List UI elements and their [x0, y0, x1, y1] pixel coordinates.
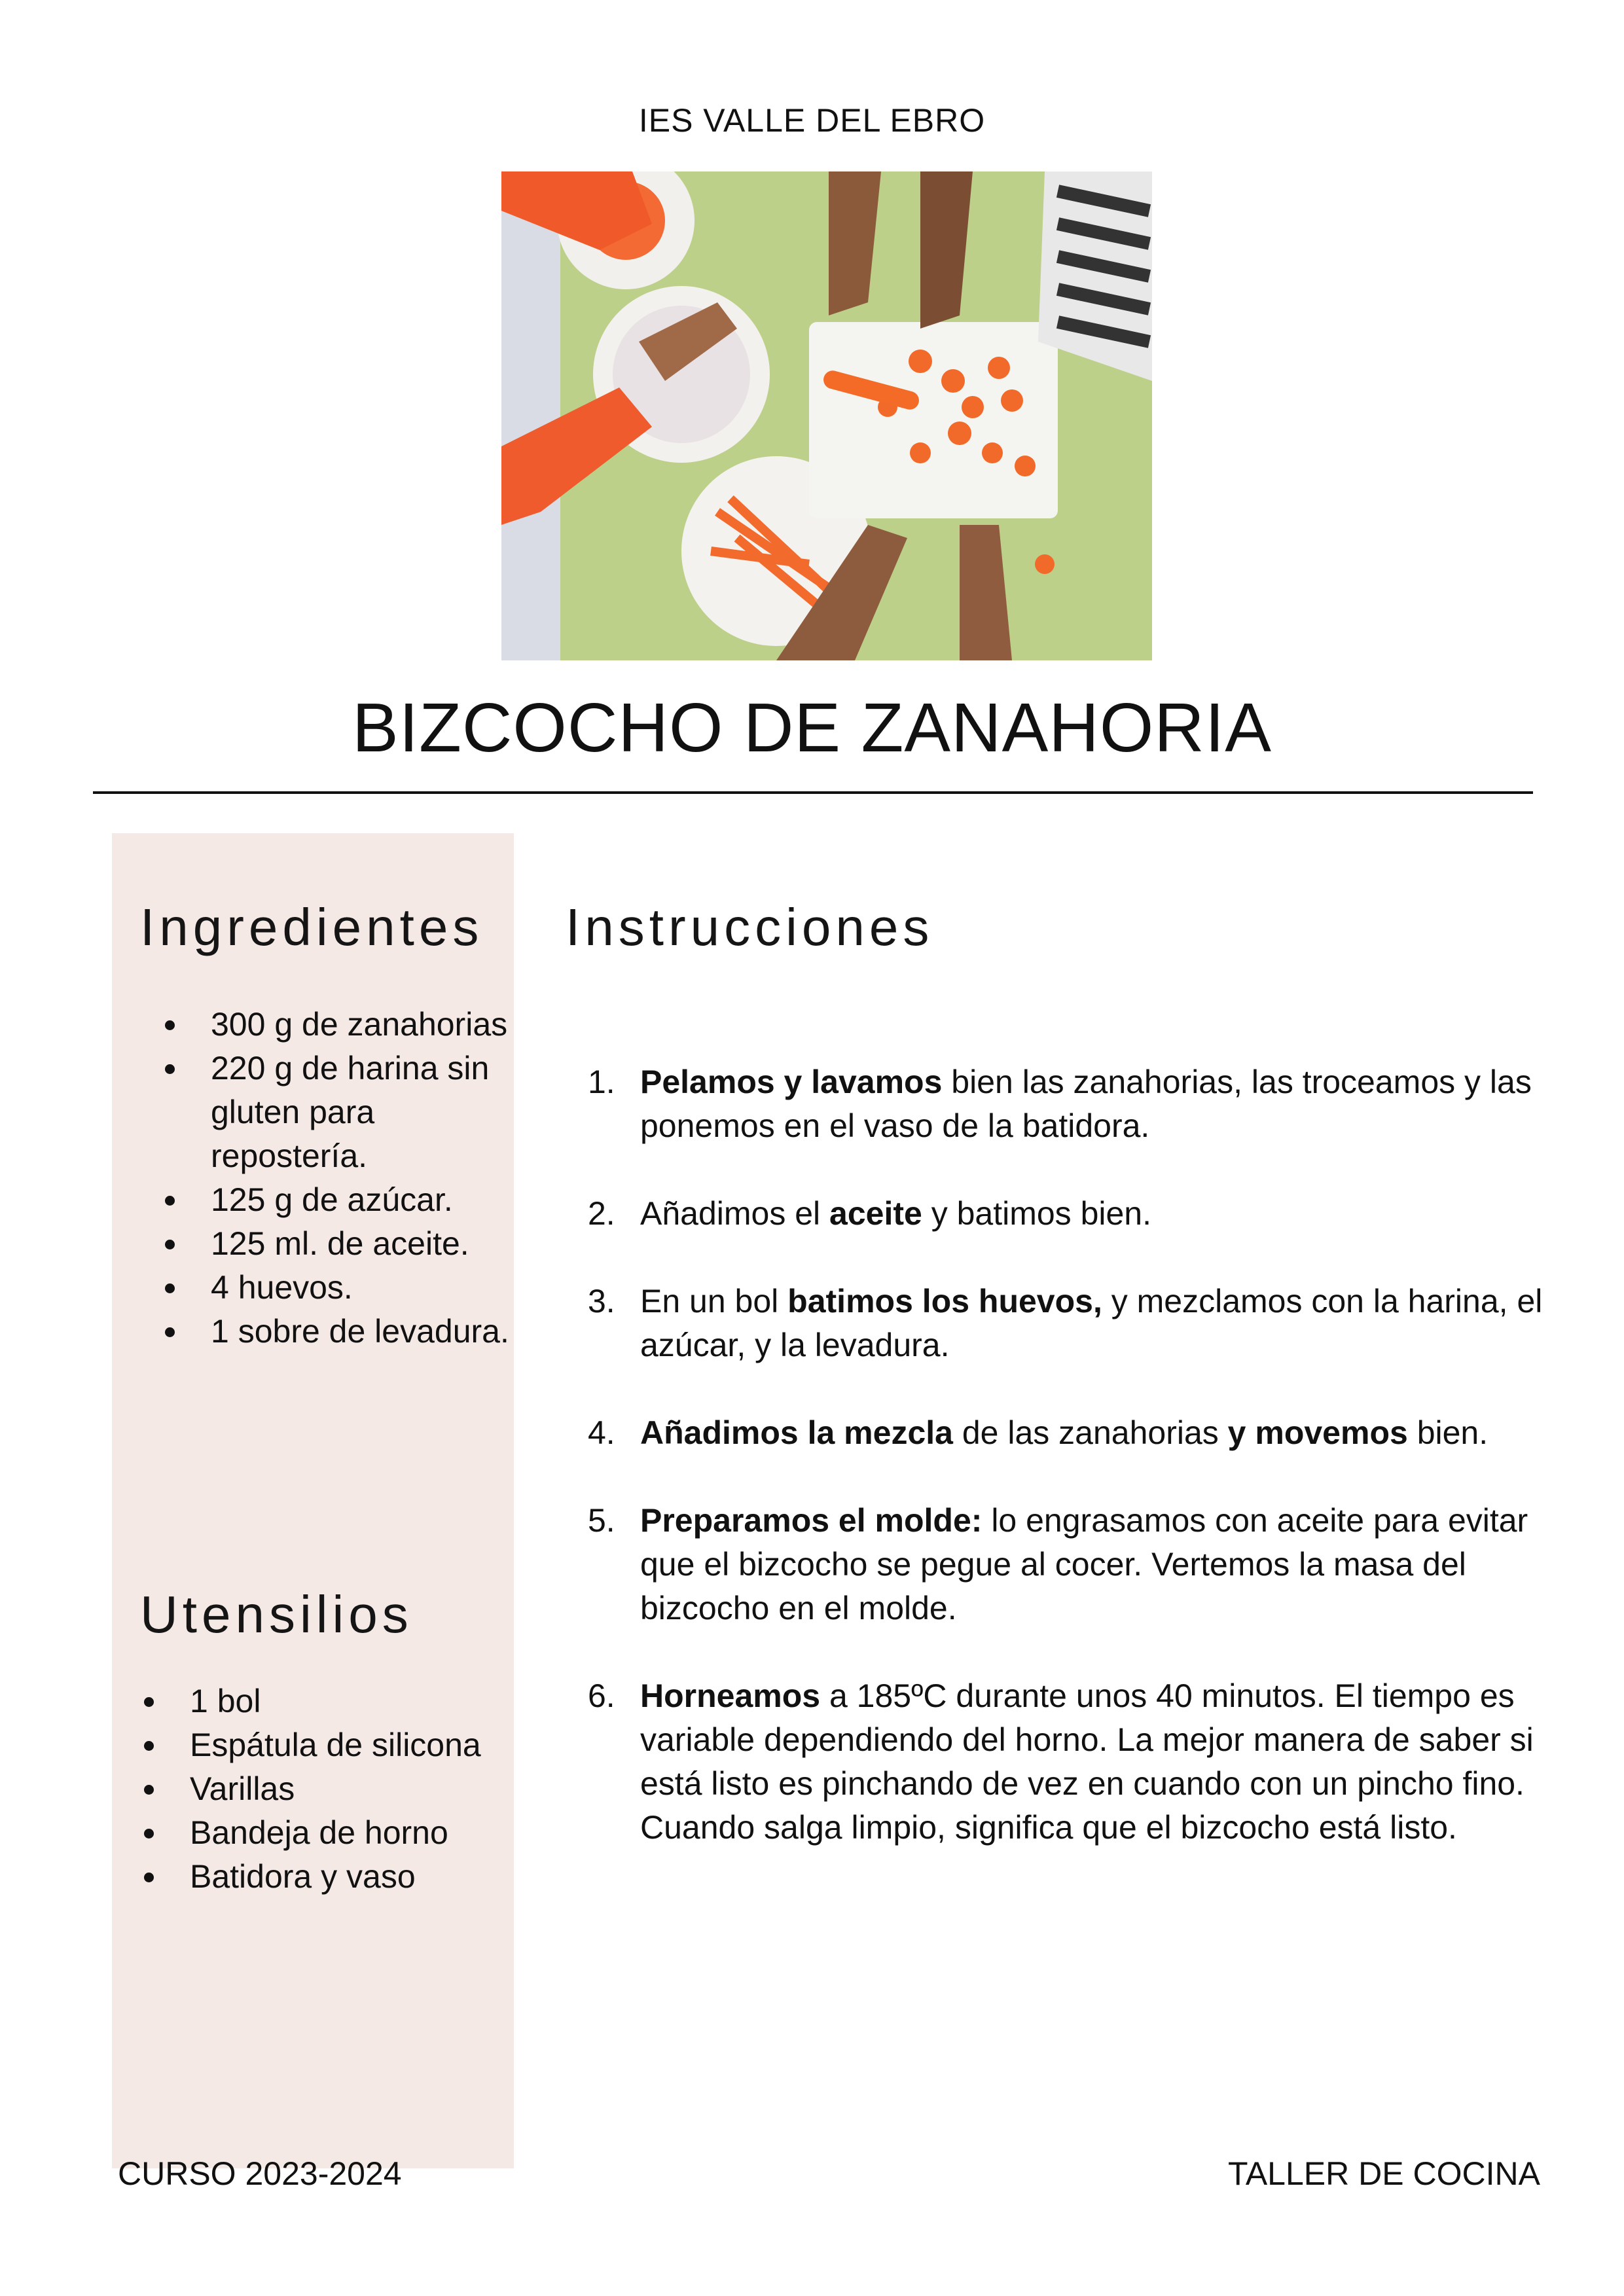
ingredients-list: [211, 1003, 512, 1354]
step-text: Añadimos el aceite y batimos bien.: [640, 1195, 1151, 1232]
step-number: 5.: [588, 1502, 615, 1539]
step-text: Horneamos a 185ºC durante unos 40 minutos. El tiempo es variable dependiendo del horno. La mejor manera de saber si está listo es pinchando de vez en cuando con un pincho fino. Cuando salga limpio, significa que el bizcocho está listo.: [640, 1677, 1534, 1846]
ingredients-heading: Ingredientes: [140, 898, 484, 956]
step-text: En un bol batimos los huevos, y mezclamos con la harina, el azúcar, y la levadura.: [640, 1283, 1543, 1363]
list-item: 4 huevos.: [211, 1266, 512, 1310]
carrot-cutting-illustration: [501, 171, 1152, 660]
instructions-steps: [588, 1060, 1576, 1893]
list-item: Bandeja de horno: [190, 1811, 504, 1855]
list-item: 1 sobre de levadura.: [211, 1310, 512, 1354]
instruction-step: [588, 1499, 1576, 1630]
list-item: 1 bol: [190, 1679, 504, 1723]
step-number: 1.: [588, 1064, 615, 1100]
instruction-step: [588, 1192, 1576, 1236]
list-item: Varillas: [190, 1767, 504, 1811]
step-number: 4.: [588, 1414, 615, 1451]
school-name: IES VALLE DEL EBRO: [638, 102, 986, 139]
footer-course: CURSO 2023-2024: [118, 2155, 402, 2192]
step-number: 2.: [588, 1195, 615, 1232]
instruction-step: [588, 1280, 1576, 1367]
list-item: Espátula de silicona: [190, 1723, 504, 1767]
step-text: Añadimos la mezcla de las zanahorias y movemos bien.: [640, 1414, 1489, 1451]
step-text: Pelamos y lavamos bien las zanahorias, las troceamos y las ponemos en el vaso de la batidora.: [640, 1064, 1532, 1144]
list-item: 220 g de harina sin gluten para repostería.: [211, 1047, 512, 1178]
footer-workshop: TALLER DE COCINA: [1228, 2155, 1540, 2192]
step-number: 6.: [588, 1677, 615, 1714]
list-item: 125 ml. de aceite.: [211, 1222, 512, 1266]
instructions-heading: Instrucciones: [566, 898, 934, 956]
recipe-photo: [501, 171, 1152, 660]
step-number: 3.: [588, 1283, 615, 1319]
title-divider: [93, 791, 1533, 794]
recipe-title: BIZCOCHO DE ZANAHORIA: [352, 689, 1272, 766]
step-text: Preparamos el molde: lo engrasamos con aceite para evitar que el bizcocho se pegue al cocer. Vertemos la masa del bizcocho en el molde.: [640, 1502, 1528, 1626]
instruction-step: [588, 1674, 1576, 1850]
list-item: Batidora y vaso: [190, 1855, 504, 1899]
utensils-heading: Utensilios: [140, 1585, 413, 1643]
list-item: 300 g de zanahorias: [211, 1003, 512, 1047]
instruction-step: [588, 1411, 1576, 1455]
utensils-list: [190, 1679, 504, 1899]
instruction-step: [588, 1060, 1576, 1148]
list-item: 125 g de azúcar.: [211, 1178, 512, 1222]
